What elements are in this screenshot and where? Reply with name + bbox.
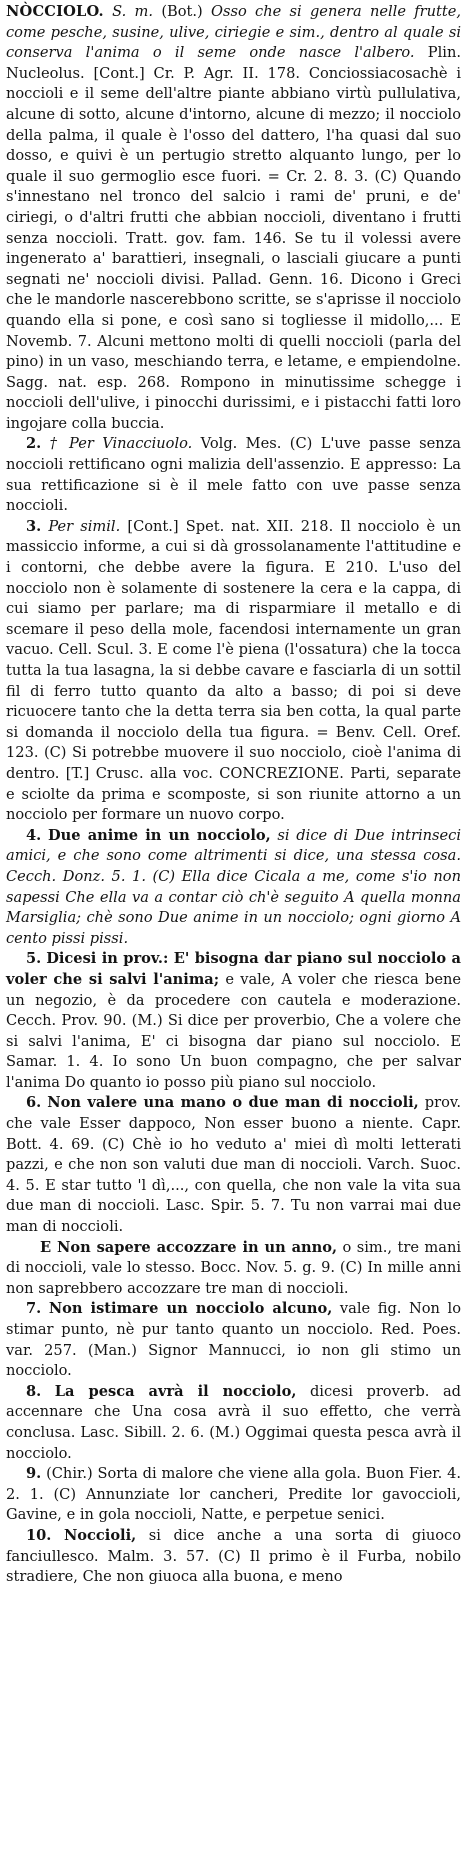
sense-text: e vale, A voler che riesca bene un negozio, è da procedere con cautela e moderazione. Cecch. Prov. 90. (M.) Si dice per proverbio, Che a volere che si salvi l'anima, E' ci bisogna dar piano sul nocciolo. E Samar. 1. 4. Io sono Un buon compagno, che per salvar l'anima Do quanto io posso più piano sul nocciolo. <box>6 970 461 1091</box>
sense-9 <box>6 1464 461 1526</box>
sense-number: 6. <box>26 1094 42 1112</box>
sense-label: E Non sapere accozzare in un anno, <box>40 1238 338 1256</box>
sense-label: Per simil. <box>48 517 121 535</box>
sense-4 <box>6 826 461 950</box>
entry-intro <box>6 0 461 434</box>
sense-number: 3. <box>26 517 42 535</box>
sense-label: Non valere una mano o due man di noccioli, <box>47 1094 419 1112</box>
sense-text: o sim., tre mani di noccioli, vale lo stesso. Bocc. Nov. 5. g. 9. (C) In mille anni non saprebbero accozzare tre man di noccioli. <box>6 1238 462 1297</box>
sense-number: 2. <box>26 435 42 453</box>
entry-definition: Osso che si genera nelle frutte, come pesche, susine, ulive, ciriegie e sim., dentro al quale si conserva l'anima o il seme onde nasce l'albero. <box>6 3 462 62</box>
sense-6-sub <box>6 1238 461 1300</box>
sense-label: (Chir.) <box>46 1465 93 1483</box>
sense-text: prov. che vale Esser dappoco, Non esser buono a niente. Capr. Bott. 4. 69. (C) Chè io ho veduto a' miei dì molti letterati pazzi, e che non son valuti due man di noccioli. Varch. Suoc. 4. 5. E star tutto 'l dì,..., con quella, che non vale la vita sua due man di noccioli. Lasc. Spir. 5. 7. Tu non varrai mai due man di noccioli. <box>6 1094 462 1236</box>
sense-number: 9. <box>26 1465 42 1483</box>
entry-citations: [Cont.] Cr. P. Agr. II. 178. Conciossiacosachè i noccioli e il seme dell'altre piante abbiano virtù pullulativa, alcune di sotto, alcune d'intorno, alcune di mezzo; il nocciolo della palma, il quale è l'osso del dattero, l'ha quasi dal suo dosso, e quivi è un pertugio stretto alquanto lungo, per lo quale il suo germoglio esce fuori. = Cr. 2. 8. 3. (C) Quando s'innestano nel tronco del salcio i rami de' pruni, e de' ciriegi, o d'altri frutti che abbian noccioli, diventano i frutti senza noccioli. Tratt. gov. fam. 146. Se tu il volessi avere ingenerato a' barattieri, insegnali, o lasciali giucare a punti segnati ne' noccioli divisi. Pallad. Genn. 16. Dicono i Greci che le mandorle nascerebbono scritte, se s'aprisse il nocciolo quando ella si pone, e così sano si togliesse il midollo,... E Novemb. 7. Alcuni mettono molti di quelli noccioli (parla del pino) in un vaso, meschiando terra, e letame, e empiendolne. Sagg. nat. esp. 268. Rompono in minutissime schegge i noccioli dell'ulive, i pinocchi durissimi, e i pistacchi fatti loro ingojare colla buccia. <box>6 64 461 432</box>
sense-label: Noccioli, <box>63 1526 137 1544</box>
sense-3 <box>6 517 461 826</box>
sense-7 <box>6 1299 461 1381</box>
sense-number: 4. <box>26 826 42 844</box>
sense-text: [Cont.] Spet. nat. XII. 218. Il nocciolo è un massiccio informe, a cui si dà grossolanamente l'attitudine e i contorni, che debbe avere la figura. E 210. L'uso del nocciolo non è solamente di sostenere la cera e la cappa, di cui siamo per parlare; ma di risparmiare il metallo e di scemare il peso della mole, facendosi internamente un gran vacuo. Cell. Scul. 3. E come l'è piena (l'ossatura) che la tocca tutta la tua lasagna, la si debbe cavare e fasciarla di un sottil fil di ferro tutto quanto da alto a basso; di poi si deve ricuocere tanto che la detta terra sia ben cotta, la qual parte si domanda il nocciolo della tua figura. = Benv. Cell. Oref. 123. (C) Si potrebbe muovere il suo nocciolo, cioè l'anima di dentro. [T.] Crusc. alla voc. CONCREZIONE. Parti, separate e sciolte da prima e scomposte, si son riunite attorno a un nocciolo per formare un nuovo corpo. <box>6 517 462 824</box>
sense-2 <box>6 434 461 516</box>
sense-number: 5. <box>26 950 42 968</box>
latin-gloss: Plin. Nucleolus. <box>6 44 461 82</box>
sense-text: Sorta di malore che viene alla gola. Buon Fier. 4. 2. 1. (C) Annunziate lor cancheri, Predite lor gavoccioli, Gavine, e in gola noccioli, Natte, e perpetue senici. <box>6 1465 462 1524</box>
sense-label: Non istimare un nocciolo alcuno, <box>48 1300 333 1318</box>
sense-text: si dice di Due intrinseci amici, e che sono come altrimenti si dice, una stessa cosa. Cecch. Donz. 5. 1. (C) Ella dice Cicala a me, come s'io non sapessi Che ella va a contar ciò ch'è seguito A quella monna Marsiglia; chè sono Due anime in un nocciolo; ogni giorno A cento pissi pissi. <box>6 826 461 947</box>
domain-label: (Bot.) <box>161 3 203 20</box>
sense-label: Dicesi in prov.: E' bisogna dar piano sul nocciolo a voler che si salvi l'anima; <box>6 950 462 988</box>
sense-number: 8. <box>26 1382 42 1400</box>
sense-10 <box>6 1526 461 1588</box>
sense-text: vale fig. Non lo stimar punto, nè pur tanto quanto un nocciolo. Red. Poes. var. 257. (Man.) Signor Mannucci, io non gli stimo un nocciolo. <box>6 1300 461 1380</box>
sense-5 <box>6 949 461 1093</box>
sense-6 <box>6 1093 461 1237</box>
headword: NÒCCIOLO. <box>6 3 104 20</box>
sense-label: Due anime in un nocciolo, <box>47 826 271 844</box>
grammar-label: S. m. <box>112 3 154 20</box>
sense-text: dicesi proverb. ad accennare che Una cosa avrà il suo effetto, che verrà conclusa. Lasc. Sibill. 2. 6. (M.) Oggimai questa pesca avrà il nocciolo. <box>6 1382 462 1462</box>
sense-number: 10. <box>26 1526 52 1544</box>
sense-text: Volg. Mes. (C) L'uve passe senza noccioli rettificano ogni malizia dell'assenzio. E appresso: La sua rettificazione si è il mele fatto con uve passe senza noccioli. <box>6 435 462 515</box>
sense-label: La pesca avrà il nocciolo, <box>54 1382 297 1400</box>
sense-label: † Per Vinacciuolo. <box>49 435 193 453</box>
sense-text: si dice anche a una sorta di giuoco fanciullesco. Malm. 3. 57. (C) Il primo è il Furba, nobilo stradiere, Che non giuoca alla buona, e meno <box>6 1526 462 1586</box>
sense-8 <box>6 1382 461 1464</box>
sense-number: 7. <box>26 1300 42 1318</box>
